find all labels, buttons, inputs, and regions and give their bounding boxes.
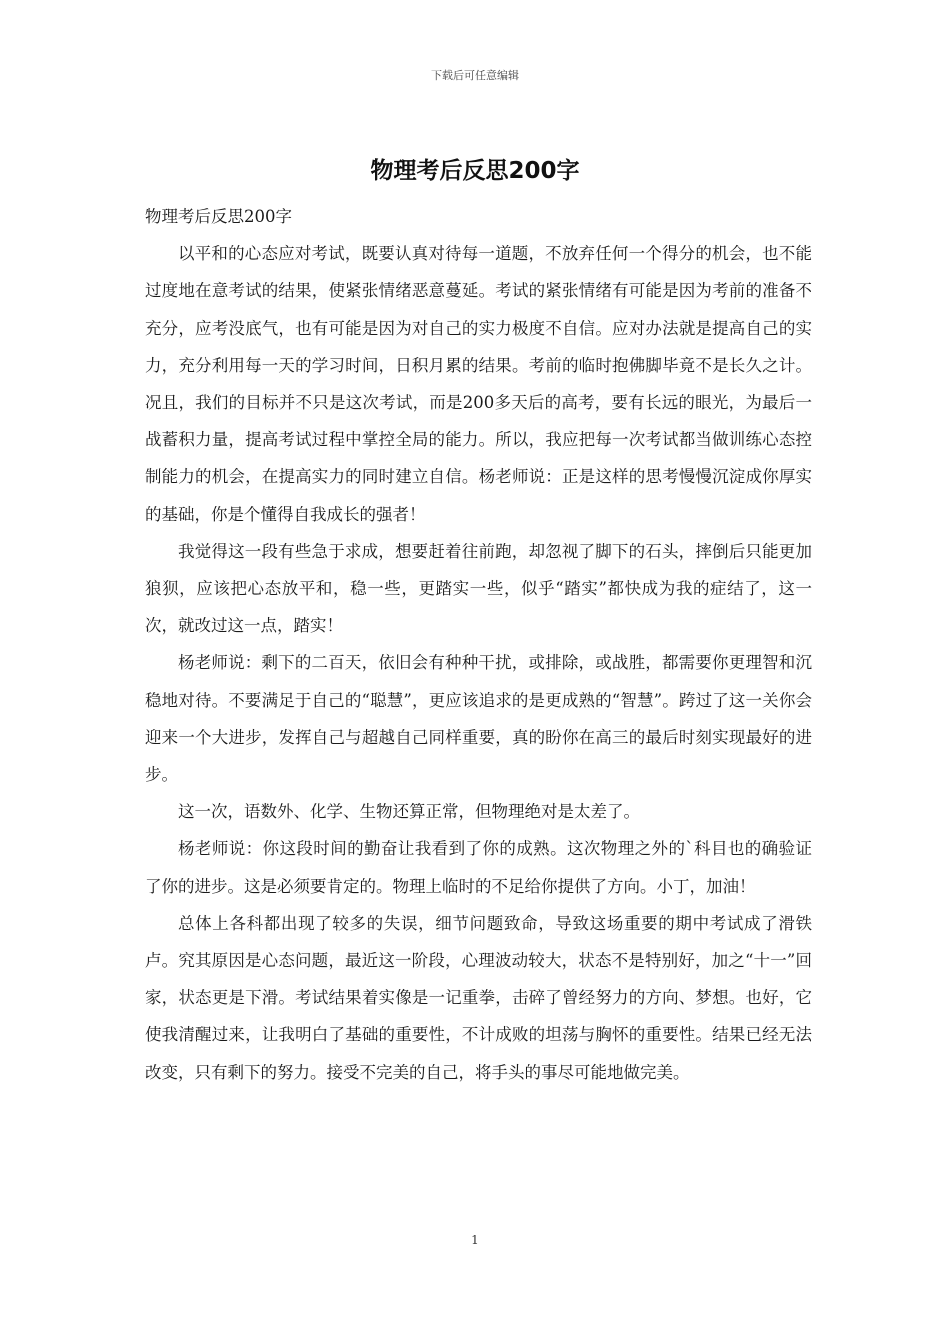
paragraph-2: 我觉得这一段有些急于求成，想要赶着往前跑，却忽视了脚下的石头，摔倒后只能更加狼狈，应该把心态放平和，稳一些，更踏实一些，似乎“踏实”都快成为我的症结了，这一次，就改过这一点，踏实！ [145, 541, 812, 636]
document-title: 物理考后反思200字 [370, 158, 580, 184]
subtitle-line: 物理考后反思200字 [145, 207, 292, 226]
paragraph-5: 杨老师说：你这段时间的勤奋让我看到了你的成熟。这次物理之外的`科目也的确验证了你的进步。这是必须要肯定的。物理上临时的不足给你提供了方向。小丁，加油！ [145, 839, 812, 896]
document-body [145, 198, 812, 1091]
page-number: 1 [471, 1233, 479, 1247]
paragraph-1: 以平和的心态应对考试，既要认真对待每一道题，不放弃任何一个得分的机会，也不能过度地在意考试的结果，使紧张情绪恶意蔓延。考试的紧张情绪有可能是因为考前的准备不充分，应考没底气，也有可能是因为对自己的实力极度不自信。应对办法就是提高自己的实力，充分利用每一天的学习时间，日积月累的结果。考前的临时抱佛脚毕竟不是长久之计。况且，我们的目标并不只是这次考试，而是200多天后的高考，要有长远的眼光，为最后一战蓄积力量，提高考试过程中掌控全局的能力。所以，我应把每一次考试都当做训练心态控制能力的机会，在提高实力的同时建立自信。杨老师说：正是这样的思考慢慢沉淀成你厚实的基础，你是个懂得自我成长的强者！ [145, 244, 812, 524]
paragraph-4: 这一次，语数外、化学、生物还算正常，但物理绝对是太差了。 [178, 802, 640, 822]
paragraph-6: 总体上各科都出现了较多的失误，细节问题致命，导致这场重要的期中考试成了滑铁卢。究其原因是心态问题，最近这一阶段，心理波动较大，状态不是特别好，加之“十一”回家，状态更是下滑。考试结果着实像是一记重拳，击碎了曾经努力的方向、梦想。也好，它使我清醒过来，让我明白了基础的重要性，不计成败的坦荡与胸怀的重要性。结果已经无法改变，只有剩下的努力。接受不完美的自己，将手头的事尽可能地做完美。 [145, 913, 812, 1082]
paragraph-3: 杨老师说：剩下的二百天，依旧会有种种干扰，或排除，或战胜，都需要你更理智和沉稳地对待。不要满足于自己的“聪慧”，更应该追求的是更成熟的“智慧”。跨过了这一关你会迎来一个大进步，发挥自己与超越自己同样重要，真的盼你在高三的最后时刻实现最好的进步。 [145, 653, 812, 785]
header-note: 下载后可任意编辑 [431, 69, 519, 82]
